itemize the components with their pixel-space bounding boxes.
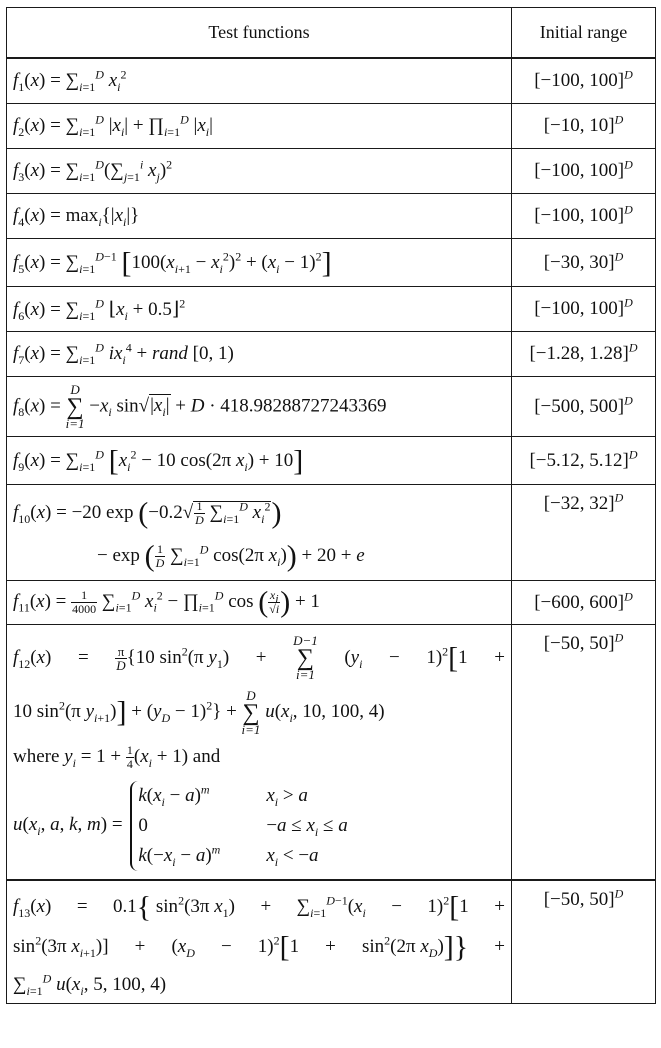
formula-f13: $f_{13}(x)$ = 0.1{ $\sin^2(3\pi$ $x_1$) + $\sum_{i=1}^{D-1}(x_i$ − 1)$^2$[1 + $\sin^2(3\pi$ $x_{i+1}$)] + ($x_D$ − 1)$^2$[1 + $\sin^2(2\pi$ $x_D$)]} + $\sum_{i=1}^D$ $u(x_i$, 5, 100, 4): [7, 880, 512, 1004]
range-f7: [−1.28, 1.28]$^D$: [512, 332, 656, 377]
table-row-f1: [7, 58, 656, 104]
table-row-f2: [7, 104, 656, 149]
table-row-f13: [7, 880, 656, 1004]
benchmark-table: [6, 7, 656, 1004]
range-f2: [−10, 10]$^D$: [512, 104, 656, 149]
range-f9: [−5.12, 5.12]$^D$: [512, 437, 656, 485]
formula-f9: $f_9(x) = \sum_{i=1}^D$ [$x_i^2 - 10$ cos(2π $x_i) + 10$]: [7, 437, 512, 485]
formula-f4: $f_4(x) = \max_i\{|x_i|\}$: [7, 194, 512, 239]
table-row-f6: [7, 287, 656, 332]
table-row-f11: [7, 581, 656, 625]
formula-f11: $f_{11}(x)$ = $\frac{1}{4000}$ $\sum_{i=1}^D$ $x_i^2$ − $\prod_{i=1}^D$ cos ( $\frac{x_i}{√i}$ ) + 1: [7, 581, 512, 625]
range-f3: [−100, 100]$^D$: [512, 149, 656, 194]
formula-f5: $f_5(x) = \sum_{i=1}^{D-1}$ $[100(x_{i+1} - x_i^2)^2 + (x_i - 1)^2]$: [7, 239, 512, 287]
piecewise-cases: $k(x_i - a)^m$ $x_i > a$ $0 -a \le x_i \le a$ $k(-x_i - a)^m$ $x_i < -a$: [130, 781, 347, 871]
formula-f10: $f_{10}(x) = -20$ exp (−0.2√ $\frac{1}{D}$ $\sum_{i=1}^D$ $x_i^2$) − exp ( $\frac{1}{D}$ $\sum_{i=1}^D$ cos(2π $x_i)) + 20 + e$: [7, 485, 512, 581]
header-initial-range: Initial range: [512, 8, 656, 59]
table-row-f10: [7, 485, 656, 581]
header-test-functions: Test functions: [7, 8, 512, 59]
table-row-f9: [7, 437, 656, 485]
range-f4: [−100, 100]$^D$: [512, 194, 656, 239]
formula-f3: $f_3(x) = \sum_{i=1}^D(\sum_{j=1}^i$ $x_j)^2$: [7, 149, 512, 194]
formula-f6: $f_6(x) = \sum_{i=1}^D$ $⌊x_i$ + 0.5⌋$^2$: [7, 287, 512, 332]
range-f8: [−500, 500]$^D$: [512, 377, 656, 437]
formula-f7: $f_7(x) = \sum_{i=1}^D$ $ix_i^4$ + rand [0, 1): [7, 332, 512, 377]
range-f1: [−100, 100]$^D$: [512, 58, 656, 104]
range-f6: [−100, 100]$^D$: [512, 287, 656, 332]
table-row-f7: [7, 332, 656, 377]
table-row-f12: [7, 625, 656, 880]
formula-f2: $f_2(x) = \sum_{i=1}^D$ $|x_i|$ + $\prod_{i=1}^D$ $|x_i|$: [7, 104, 512, 149]
formula-f8: $f_8(x)$ = D ∑ i=1 $-x_i$ $\sin√|x_i| + D \cdot 418.98288727243369$: [7, 377, 512, 437]
formula-f1: $f_1(x) = \sum_{i=1}^D$ $x_i^2$: [7, 58, 512, 104]
header-row: [7, 8, 656, 59]
table-row-f8: [7, 377, 656, 437]
range-f13: [−50, 50]$^D$: [512, 880, 656, 1004]
table-row-f4: [7, 194, 656, 239]
range-f11: [−600, 600]$^D$: [512, 581, 656, 625]
range-f12: [−50, 50]$^D$: [512, 625, 656, 880]
range-f5: [−30, 30]$^D$: [512, 239, 656, 287]
table-row-f5: [7, 239, 656, 287]
table-row-f3: [7, 149, 656, 194]
formula-f12: $f_{12}(x)$ = $\frac{\pi}{D}$ {10 $\sin^2(\pi$ $y_1$) + D−1 ∑ i=1 ($y_i$ − 1)$^2$[1 + 10 $\sin^2(\pi$ $y_{i+1})] + (y_D - 1)^2$} + D ∑ i=1 $u(x_i$, 10, 100, 4) where $y_i = 1$ + $\frac{1}{4}$ $(x_i + 1)$ and $u(x_i$, a, k, m) = $k(x_i - a)^m$ $x_i > a$ $0 -a \le x_i \le a$ $k(-x_i - a)^m$ $x_i < -a$: [7, 625, 512, 880]
range-f10: [−32, 32]$^D$: [512, 485, 656, 581]
